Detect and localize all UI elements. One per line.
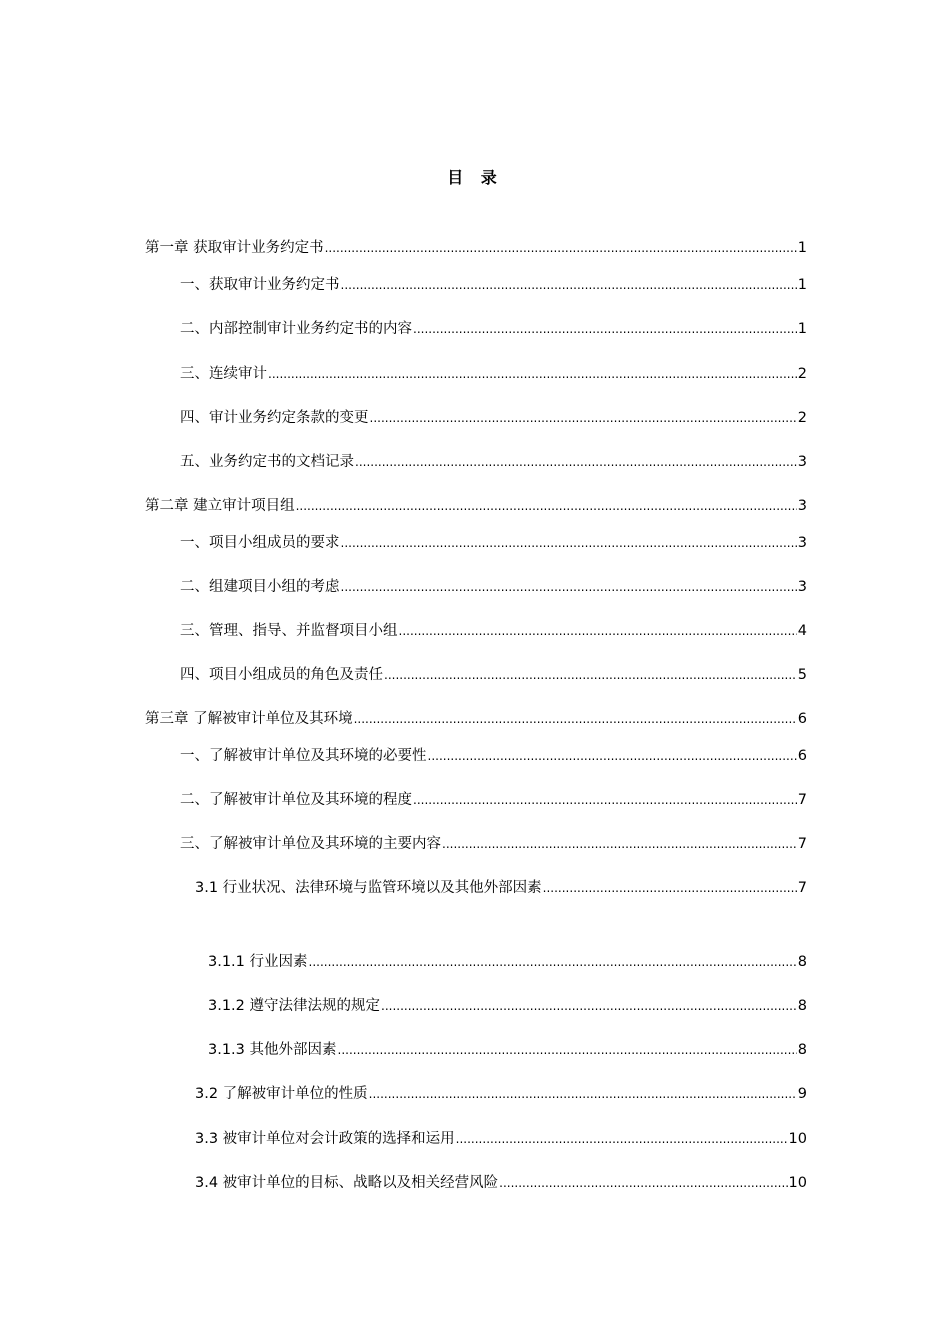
toc-entry-chapter-1[interactable] xyxy=(145,236,807,260)
toc-entry[interactable] xyxy=(195,1127,807,1151)
toc-entry-label: 一、获取审计业务约定书 xyxy=(180,277,340,293)
toc-page-number: 1 xyxy=(797,321,807,337)
toc-entry[interactable] xyxy=(195,1171,807,1195)
toc-page-number: 8 xyxy=(797,1042,807,1058)
toc-entry-label: 一、项目小组成员的要求 xyxy=(180,535,340,551)
dot-leader xyxy=(268,362,797,386)
toc-page-number: 7 xyxy=(797,792,807,808)
dot-leader xyxy=(442,832,797,856)
toc-page-number: 7 xyxy=(797,836,807,852)
dot-leader xyxy=(325,236,797,260)
dot-leader xyxy=(341,575,797,599)
dot-leader xyxy=(381,994,797,1018)
toc-entry-label: 3.3 被审计单位对会计政策的选择和运用 xyxy=(195,1131,455,1147)
toc-entry-label: 3.1.1 行业因素 xyxy=(208,954,308,970)
toc-entry[interactable] xyxy=(180,317,807,341)
dot-leader xyxy=(499,1171,787,1195)
toc-page-number: 3 xyxy=(797,454,807,470)
dot-leader xyxy=(384,663,797,687)
dot-leader xyxy=(413,317,797,341)
dot-leader xyxy=(399,619,797,643)
toc-page-number: 10 xyxy=(788,1175,807,1191)
dot-leader xyxy=(296,494,797,518)
toc-entry[interactable] xyxy=(180,788,807,812)
toc-entry[interactable] xyxy=(180,663,807,687)
toc-page-number: 6 xyxy=(797,748,807,764)
toc-page-number: 2 xyxy=(797,410,807,426)
toc-entry-label: 3.1.3 其他外部因素 xyxy=(208,1042,337,1058)
dot-leader xyxy=(456,1127,788,1151)
toc-entry-label: 三、管理、指导、并监督项目小组 xyxy=(180,623,398,639)
toc-page-number: 9 xyxy=(797,1086,807,1102)
toc-page-number: 6 xyxy=(797,711,807,727)
dot-leader xyxy=(355,450,797,474)
toc-entry[interactable] xyxy=(180,362,807,386)
toc-entry-chapter-3[interactable] xyxy=(145,707,807,731)
toc-entry-label: 3.4 被审计单位的目标、战略以及相关经营风险 xyxy=(195,1175,499,1191)
dot-leader xyxy=(341,531,797,555)
toc-page-number: 4 xyxy=(797,623,807,639)
dot-leader xyxy=(354,707,797,731)
toc-entry-label: 三、连续审计 xyxy=(180,366,267,382)
toc-entry[interactable] xyxy=(180,406,807,430)
toc-entry[interactable] xyxy=(208,950,807,974)
toc-entry-label: 3.1.2 遵守法律法规的规定 xyxy=(208,998,381,1014)
toc-entry[interactable] xyxy=(180,531,807,555)
toc-page-number: 1 xyxy=(797,240,807,256)
toc-entry-label: 3.2 了解被审计单位的性质 xyxy=(195,1086,368,1102)
toc-entry[interactable] xyxy=(180,273,807,297)
toc-entry[interactable] xyxy=(180,575,807,599)
toc-entry[interactable] xyxy=(180,832,807,856)
toc-entry-label: 3.1 行业状况、法律环境与监管环境以及其他外部因素 xyxy=(195,880,542,896)
toc-entry-chapter-2[interactable] xyxy=(145,494,807,518)
toc-page-number: 1 xyxy=(797,277,807,293)
toc-entry[interactable] xyxy=(180,450,807,474)
toc-page-number: 3 xyxy=(797,579,807,595)
toc-entry-label: 第一章 获取审计业务约定书 xyxy=(145,240,324,256)
toc-entry[interactable] xyxy=(180,744,807,768)
toc-page-number: 5 xyxy=(797,667,807,683)
toc-entry-label: 五、业务约定书的文档记录 xyxy=(180,454,354,470)
dot-leader xyxy=(338,1038,797,1062)
dot-leader xyxy=(341,273,797,297)
toc-page-number: 10 xyxy=(788,1131,807,1147)
dot-leader xyxy=(369,1082,797,1106)
toc-page-number: 8 xyxy=(797,998,807,1014)
toc-entry-label: 四、审计业务约定条款的变更 xyxy=(180,410,369,426)
toc-entry-label: 第三章 了解被审计单位及其环境 xyxy=(145,711,353,727)
toc-entry-label: 二、内部控制审计业务约定书的内容 xyxy=(180,321,412,337)
toc-page-number: 7 xyxy=(797,880,807,896)
dot-leader xyxy=(370,406,797,430)
toc-entry[interactable] xyxy=(208,1038,807,1062)
toc-entry-label: 二、了解被审计单位及其环境的程度 xyxy=(180,792,412,808)
toc-entry-label: 四、项目小组成员的角色及责任 xyxy=(180,667,383,683)
toc-entry-label: 第二章 建立审计项目组 xyxy=(145,498,295,514)
toc-page-number: 8 xyxy=(797,954,807,970)
toc-entry[interactable] xyxy=(180,619,807,643)
dot-leader xyxy=(413,788,797,812)
dot-leader xyxy=(309,950,797,974)
toc-entry[interactable] xyxy=(195,876,807,900)
toc-entry-label: 三、了解被审计单位及其环境的主要内容 xyxy=(180,836,441,852)
toc-page-number: 3 xyxy=(797,498,807,514)
toc-page-number: 3 xyxy=(797,535,807,551)
toc-entry-label: 一、了解被审计单位及其环境的必要性 xyxy=(180,748,427,764)
toc-title: 目 录 xyxy=(447,168,503,187)
dot-leader xyxy=(428,744,797,768)
toc-entry-label: 二、组建项目小组的考虑 xyxy=(180,579,340,595)
toc-entry[interactable] xyxy=(195,1082,807,1106)
toc-page-number: 2 xyxy=(797,366,807,382)
dot-leader xyxy=(543,876,797,900)
toc-entry[interactable] xyxy=(208,994,807,1018)
